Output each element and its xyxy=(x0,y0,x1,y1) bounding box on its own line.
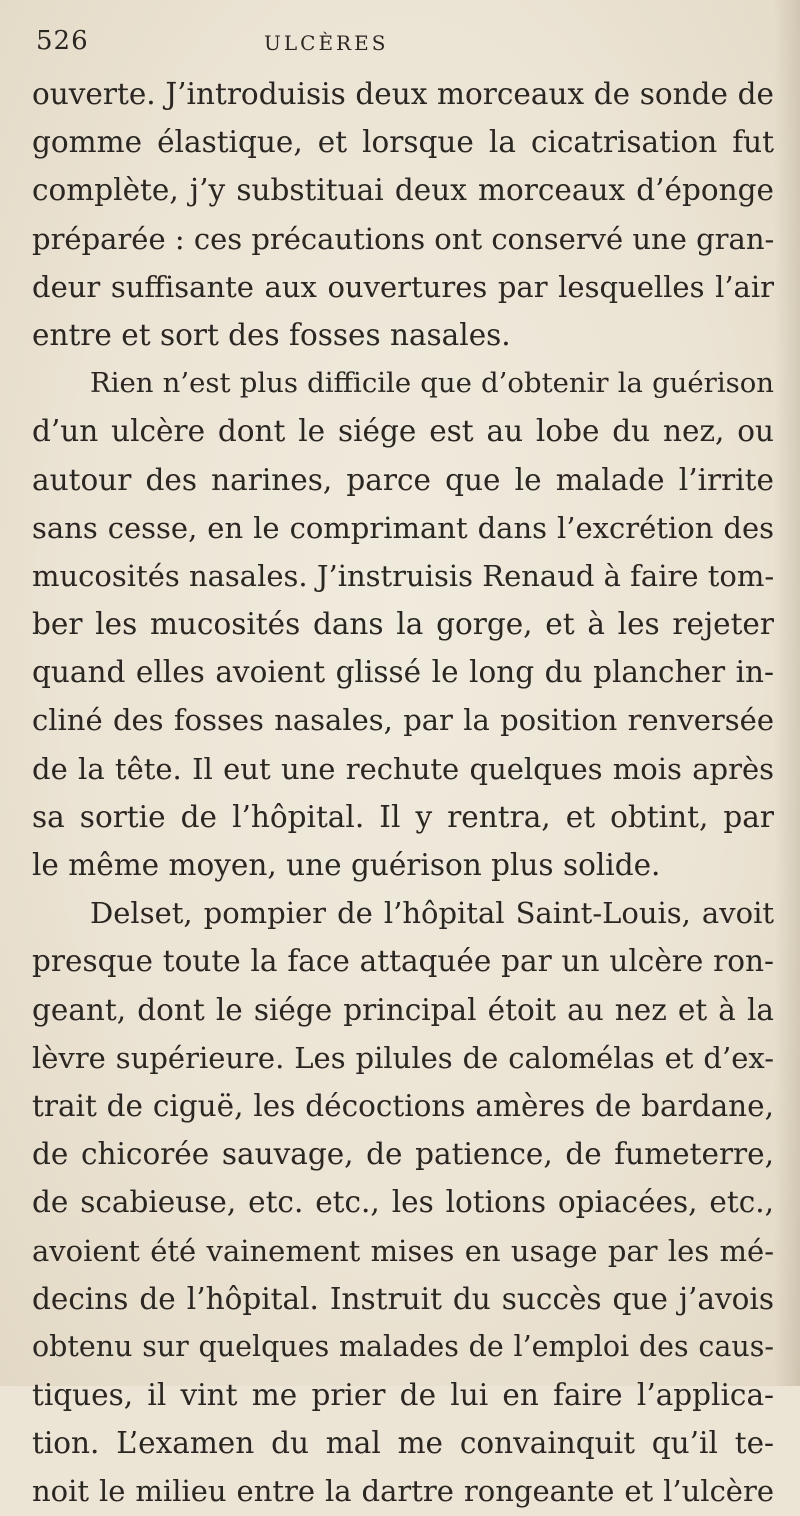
page-header xyxy=(36,26,776,60)
text-line: gomme élastique, et lorsque la cicatrisation fut xyxy=(32,125,774,160)
text-line: tiques, il vint me prier de lui en faire l’applica- xyxy=(32,1378,774,1413)
text-line: Rien n’est plus difficile que d’obtenir la guérison xyxy=(90,367,774,400)
text-line: entre et sort des fosses nasales. xyxy=(32,317,511,352)
text-line: decins de l’hôpital. Instruit du succès que j’avois xyxy=(32,1281,774,1316)
page-number: 526 xyxy=(36,26,89,56)
body-text xyxy=(32,70,774,1516)
text-line: sans cesse, en le comprimant dans l’excrétion des xyxy=(32,510,774,545)
text-line: ber les mucosités dans la gorge, et à les rejeter xyxy=(32,607,774,642)
text-line: Delset, pompier de l’hôpital Saint-Louis, avoit xyxy=(90,896,774,931)
running-head: ULCÈRES xyxy=(264,31,389,55)
text-line: avoient été vainement mises en usage par les mé- xyxy=(32,1233,774,1268)
text-line: geant, dont le siége principal étoit au nez et à la xyxy=(32,992,774,1027)
text-line: deur suffisante aux ouvertures par lesquelles l’air xyxy=(32,269,774,304)
text-line: de la tête. Il eut une rechute quelques mois après xyxy=(32,751,774,786)
text-line: ouverte. J’introduisis deux morceaux de sonde de xyxy=(32,77,774,111)
text-line: noit le milieu entre la dartre rongeante et l’ulcère xyxy=(32,1474,774,1509)
text-line: d’un ulcère dont le siége est au lobe du nez, ou xyxy=(32,414,774,449)
text-line: mucosités nasales. J’instruisis Renaud à faire tom- xyxy=(32,558,775,593)
text-line: presque toute la face attaquée par un ulcère ron- xyxy=(32,944,774,979)
text-line: obtenu sur quelques malades de l’emploi des caus- xyxy=(32,1329,774,1363)
text-line: complète, j’y substituai deux morceaux d’éponge xyxy=(32,173,774,208)
text-line: lèvre supérieure. Les pilules de calomélas et d’ex- xyxy=(32,1040,774,1075)
text-line: autour des narines, parce que le malade l’irrite xyxy=(32,462,774,497)
text-line: cliné des fosses nasales, par la position renversée xyxy=(32,703,774,738)
text-line: sa sortie de l’hôpital. Il y rentra, et obtint, par xyxy=(32,799,774,834)
text-line: le même moyen, une guérison plus solide. xyxy=(32,848,661,882)
text-line: préparée : ces précautions ont conservé une gran- xyxy=(32,221,775,256)
text-line: de scabieuse, etc. etc., les lotions opiacées, etc., xyxy=(32,1185,774,1220)
text-line: trait de ciguë, les décoctions amères de bardane, xyxy=(32,1088,774,1123)
text-line: de chicorée sauvage, de patience, de fumeterre, xyxy=(32,1137,774,1172)
text-line: quand elles avoient glissé le long du plancher in- xyxy=(32,655,774,690)
page-edge-shadow xyxy=(774,0,800,1386)
text-line: tion. L’examen du mal me convainquit qu’il te- xyxy=(32,1426,774,1461)
